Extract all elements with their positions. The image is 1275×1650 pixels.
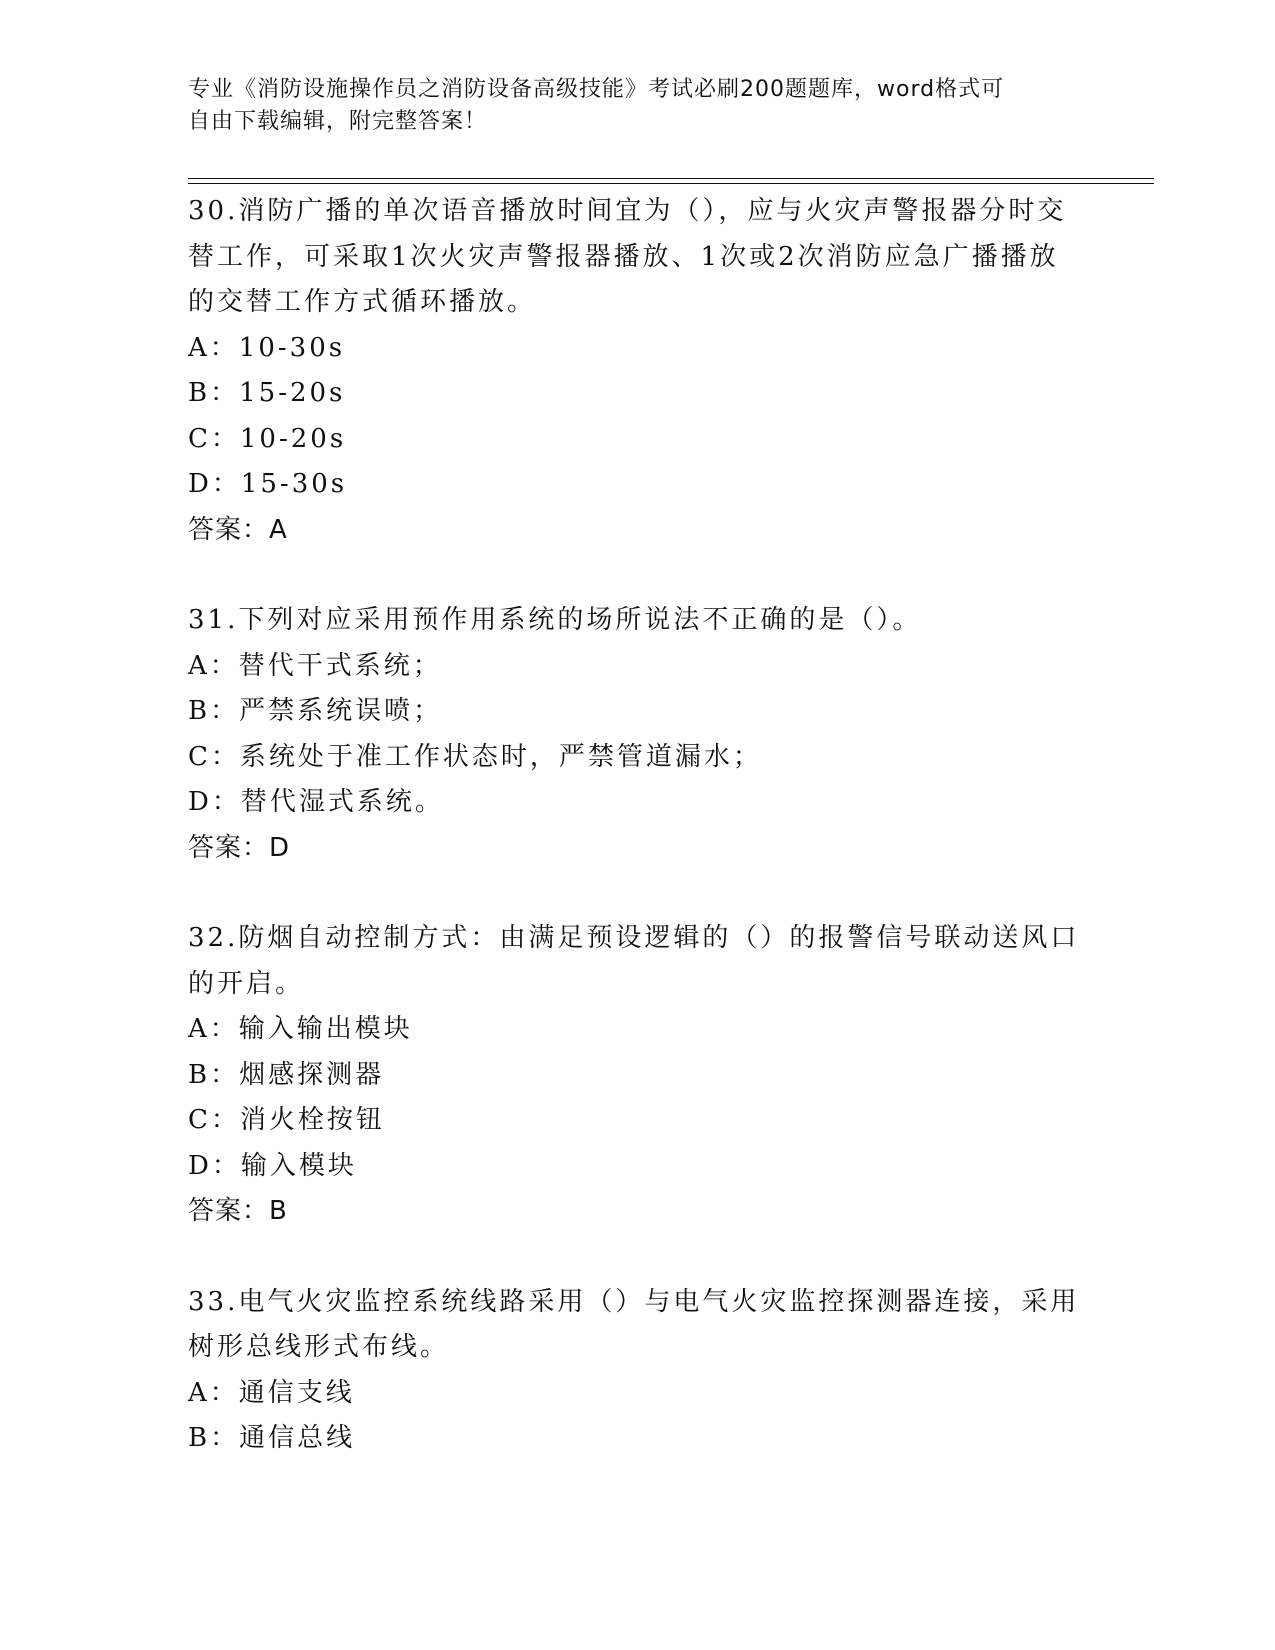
question-text-line: 的开启。	[188, 968, 305, 999]
question-text-line: 树形总线形式布线。	[188, 1332, 450, 1362]
option-b: B：烟感探测器	[188, 1059, 385, 1090]
answer-line: 答案：B	[188, 1196, 288, 1226]
header-line-2: 自由下载编辑，附完整答案！	[188, 109, 488, 134]
question-33	[188, 1280, 1088, 1462]
header-line-1: 专业《消防设施操作员之消防设备高级技能》考试必刷200题题库，word格式可	[188, 77, 1005, 102]
question-text-line: 31.下列对应采用预作用系统的场所说法不正确的是（）。	[188, 605, 922, 635]
header-divider-top	[188, 178, 1154, 179]
option-a: A：输入输出模块	[188, 1014, 413, 1044]
option-c: C：10-20s	[188, 423, 347, 454]
header-divider-bottom	[188, 183, 1154, 184]
question-list	[188, 189, 1088, 1507]
question-31	[188, 598, 1088, 871]
option-d: D：替代湿式系统。	[188, 787, 444, 817]
option-b: B：15-20s	[188, 378, 346, 408]
option-a: A：替代干式系统；	[188, 650, 442, 681]
document-header	[188, 74, 1088, 138]
option-c: C：系统处于准工作状态时，严禁管道漏水；	[188, 741, 762, 772]
question-text-line: 替工作，可采取1次火灾声警报器播放、1次或2次消防应急广播播放	[188, 241, 1059, 272]
answer-line: 答案：D	[188, 832, 291, 863]
question-text-line: 30.消防广播的单次语音播放时间宜为（），应与火灾声警报器分时交	[188, 196, 1067, 226]
option-d: D：输入模块	[188, 1150, 357, 1181]
question-32	[188, 916, 1088, 1235]
question-text-line: 33.电气火灾监控系统线路采用（）与电气火灾监控探测器连接，采用	[188, 1286, 1080, 1317]
answer-line: 答案：A	[188, 514, 288, 545]
option-b: B：通信总线	[188, 1423, 356, 1453]
option-b: B：严禁系统误喷；	[188, 696, 443, 726]
option-c: C：消火栓按钮	[188, 1105, 385, 1135]
option-a: A：通信支线	[188, 1377, 355, 1408]
option-d: D：15-30s	[188, 469, 348, 499]
option-a: A：10-30s	[188, 332, 346, 363]
question-text-line: 32.防烟自动控制方式：由满足预设逻辑的（）的报警信号联动送风口	[188, 923, 1080, 953]
question-30	[188, 189, 1088, 553]
question-text-line: 的交替工作方式循环播放。	[188, 287, 537, 317]
